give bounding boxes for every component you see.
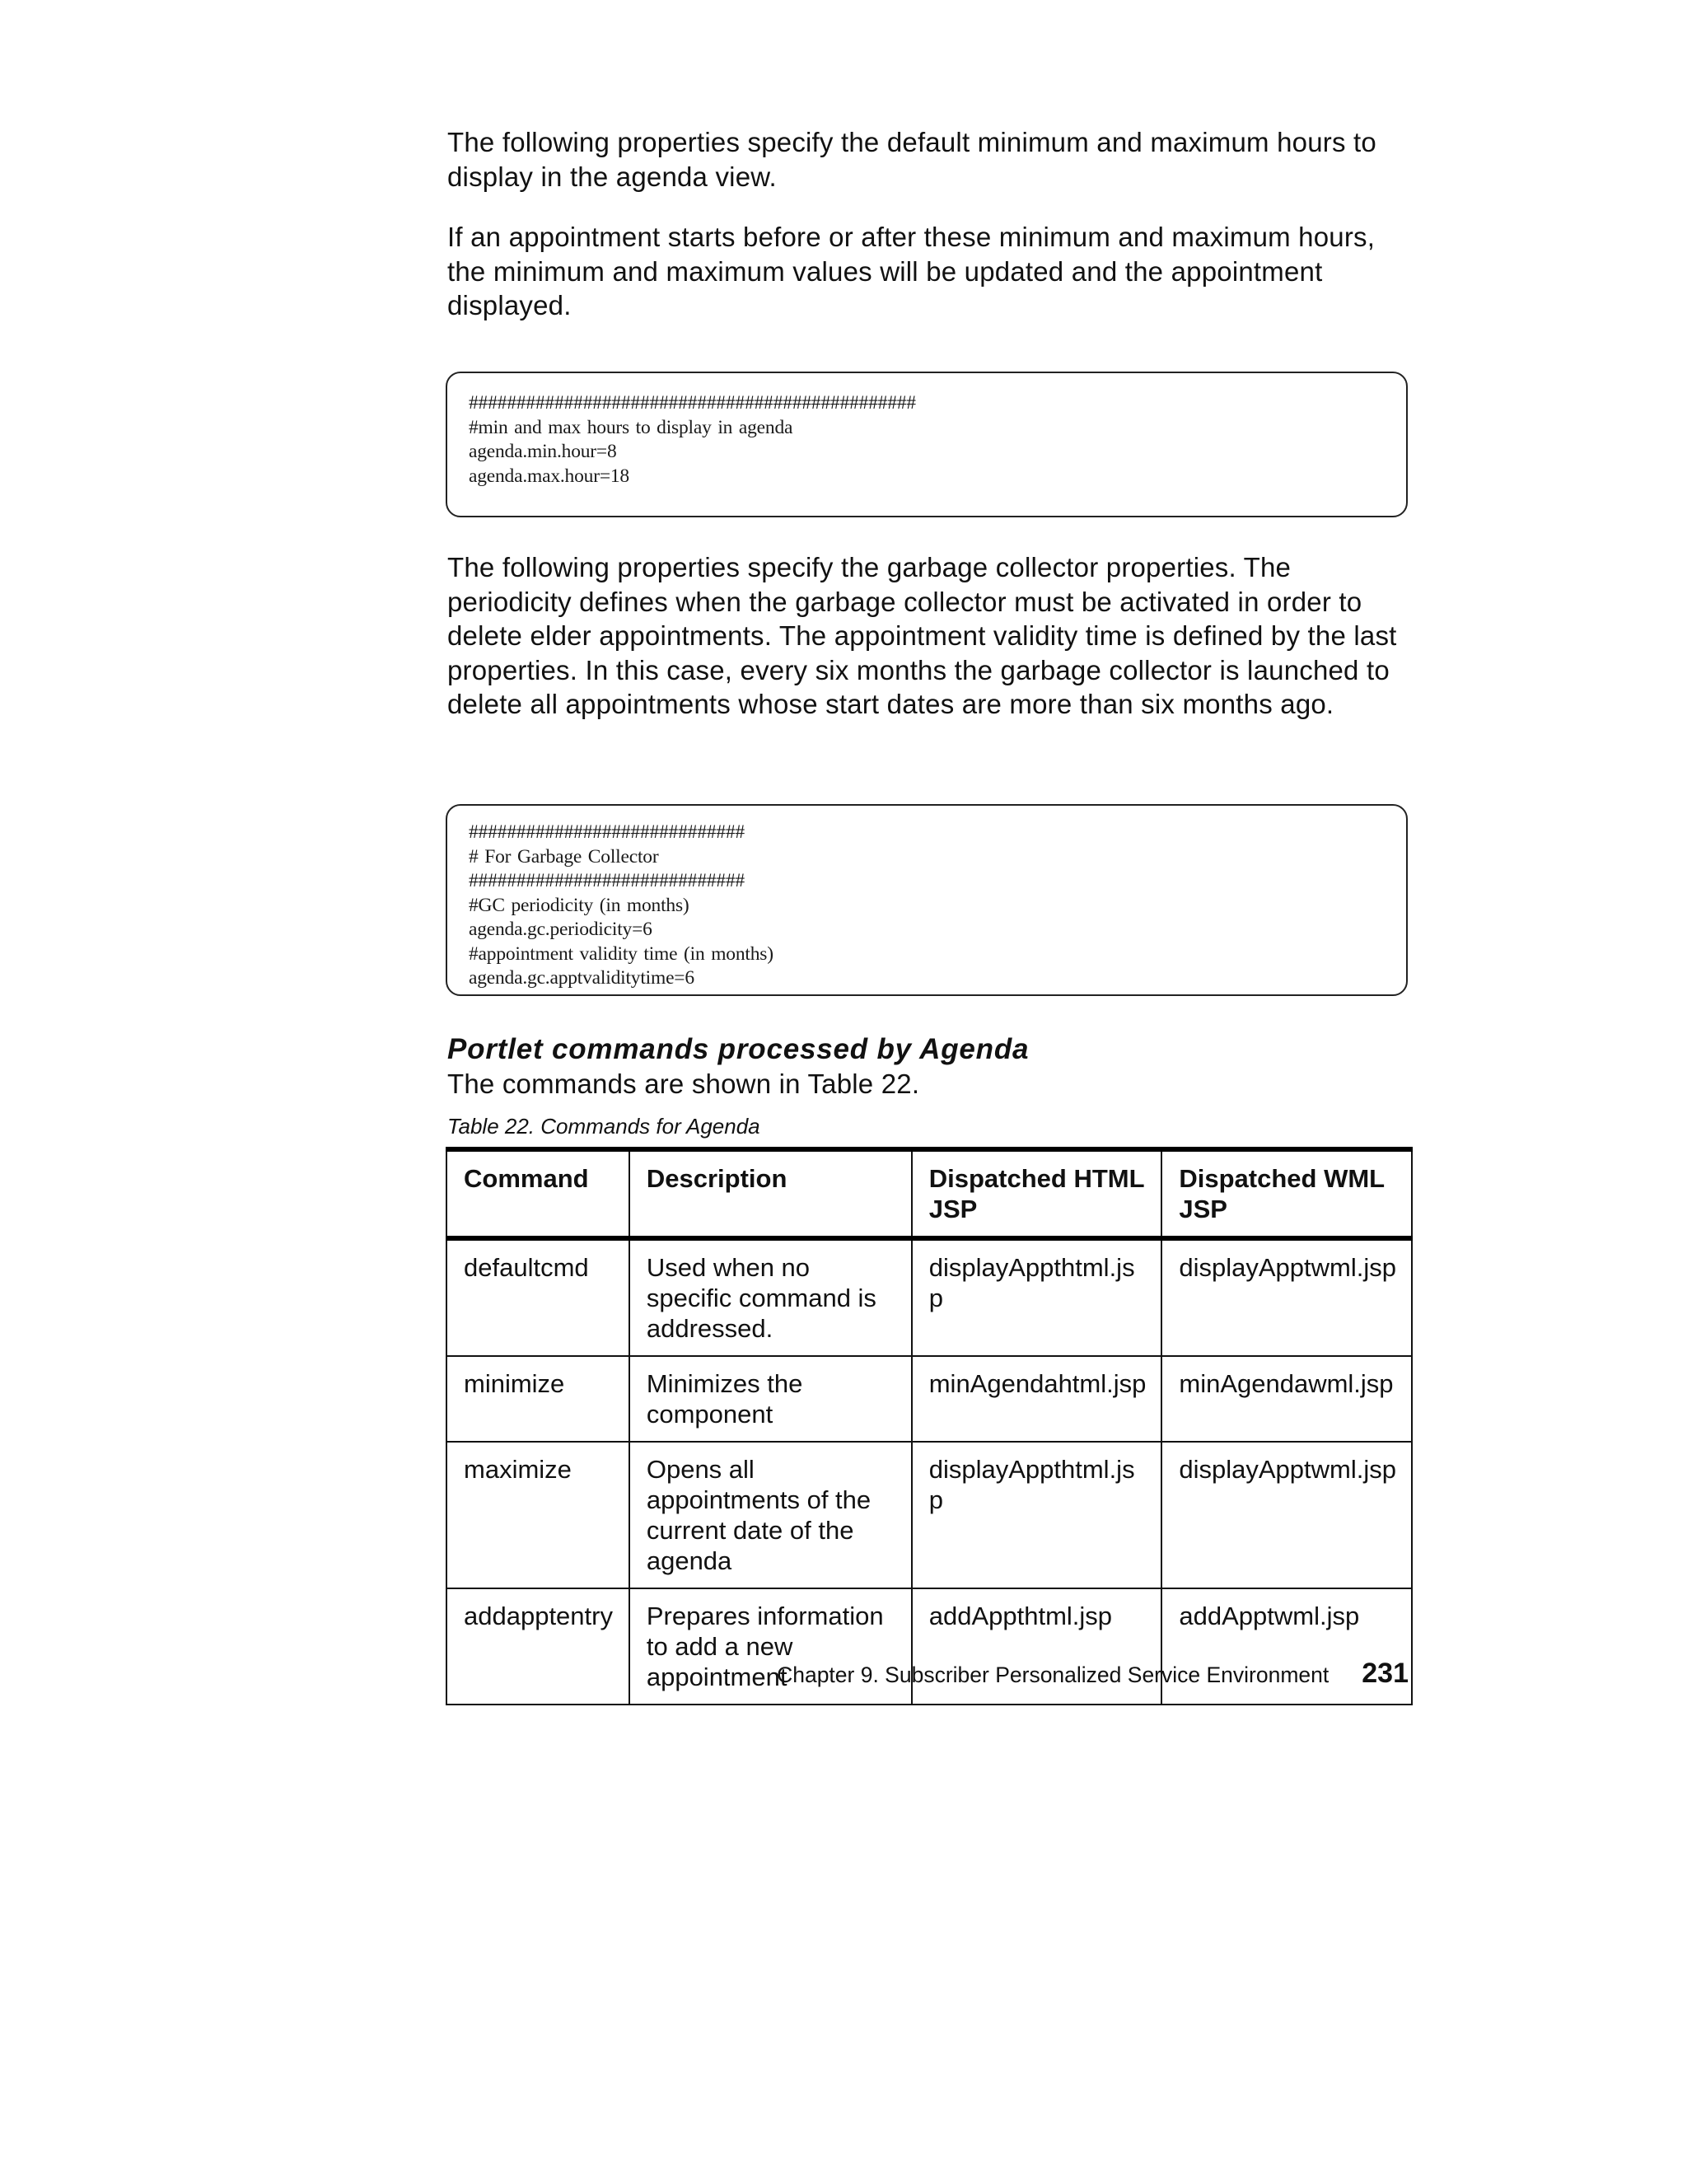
page-number: 231 [1362, 1658, 1409, 1689]
code-line: agenda.gc.periodicity=6 [469, 919, 652, 940]
table-row [446, 1238, 1412, 1356]
page-footer [777, 1659, 1409, 1689]
table-caption: Table 22. Commands for Agenda [447, 1113, 760, 1139]
cell-wml-jsp: displayApptwml.jsp [1161, 1238, 1412, 1356]
table-header-row [446, 1149, 1412, 1238]
code-line: ############################# [469, 821, 745, 843]
code-line: #GC periodicity (in months) [469, 894, 689, 916]
code-line: ############################# [469, 870, 745, 891]
commands-table [446, 1147, 1413, 1705]
cell-command: maximize [446, 1442, 629, 1588]
cell-html-jsp: displayAppthtml.js p [912, 1238, 1162, 1356]
cell-description: Minimizes the component [629, 1356, 912, 1442]
code-line: agenda.min.hour=8 [469, 441, 617, 462]
cell-wml-jsp: minAgendawml.jsp [1161, 1356, 1412, 1442]
garbage-collector-section [447, 550, 1413, 722]
cell-description: Opens all appointments of the current date of the agenda [629, 1442, 912, 1588]
code-block-garbage-collector [446, 804, 1408, 996]
footer-chapter-title: Chapter 9. Subscriber Personalized Service Environment [777, 1663, 1330, 1687]
intro-paragraph-2: If an appointment starts before or after these minimum and maximum hours, the minimum and maximum values will be updated and the appointment displayed. [447, 222, 1376, 321]
section-heading: Portlet commands processed by Agenda [447, 1033, 1030, 1065]
code-line: agenda.max.hour=18 [469, 465, 629, 487]
cell-wml-jsp: displayApptwml.jsp [1161, 1442, 1412, 1588]
cell-command: minimize [446, 1356, 629, 1442]
code-line: #min and max hours to display in agenda [469, 416, 793, 438]
cell-description: Prepares information to add a new appointment [629, 1588, 912, 1705]
header-command: Command [446, 1149, 629, 1238]
header-description: Description [629, 1149, 912, 1238]
cell-html-jsp: displayAppthtml.js p [912, 1442, 1162, 1588]
cell-description: Used when no specific command is addressed. [629, 1238, 912, 1356]
intro-paragraph-1: The following properties specify the default minimum and maximum hours to display in the agenda view. [447, 127, 1376, 192]
header-html-jsp: Dispatched HTML JSP [912, 1149, 1162, 1238]
section-intro-text: The commands are shown in Table 22. [447, 1069, 920, 1099]
garbage-collector-paragraph: The following properties specify the garbage collector properties. The periodicity defines when the garbage collector must be activated in order to delete elder appointments. The appointment validity time is defined by the last properties. In this case, every six months the garbage collector is launched to delete all appointments whose start dates are more than six months ago. [447, 552, 1397, 720]
code-line: agenda.gc.apptvaliditytime=6 [469, 967, 694, 989]
code-line: #appointment validity time (in months) [469, 942, 773, 965]
cell-command: addapptentry [446, 1588, 629, 1705]
table-row [446, 1442, 1412, 1588]
cell-command: defaultcmd [446, 1238, 629, 1356]
intro-section [447, 125, 1413, 323]
code-line: ############################################### [469, 392, 916, 414]
commands-section [447, 1032, 1413, 1139]
cell-html-jsp: minAgendahtml.jsp [912, 1356, 1162, 1442]
header-wml-jsp: Dispatched WML JSP [1161, 1149, 1412, 1238]
code-block-agenda-hours [446, 372, 1408, 517]
cell-html-jsp: addAppthtml.jsp [912, 1588, 1162, 1705]
cell-wml-jsp: addApptwml.jsp [1161, 1588, 1412, 1705]
table-row [446, 1356, 1412, 1442]
code-line: # For Garbage Collector [469, 845, 659, 868]
